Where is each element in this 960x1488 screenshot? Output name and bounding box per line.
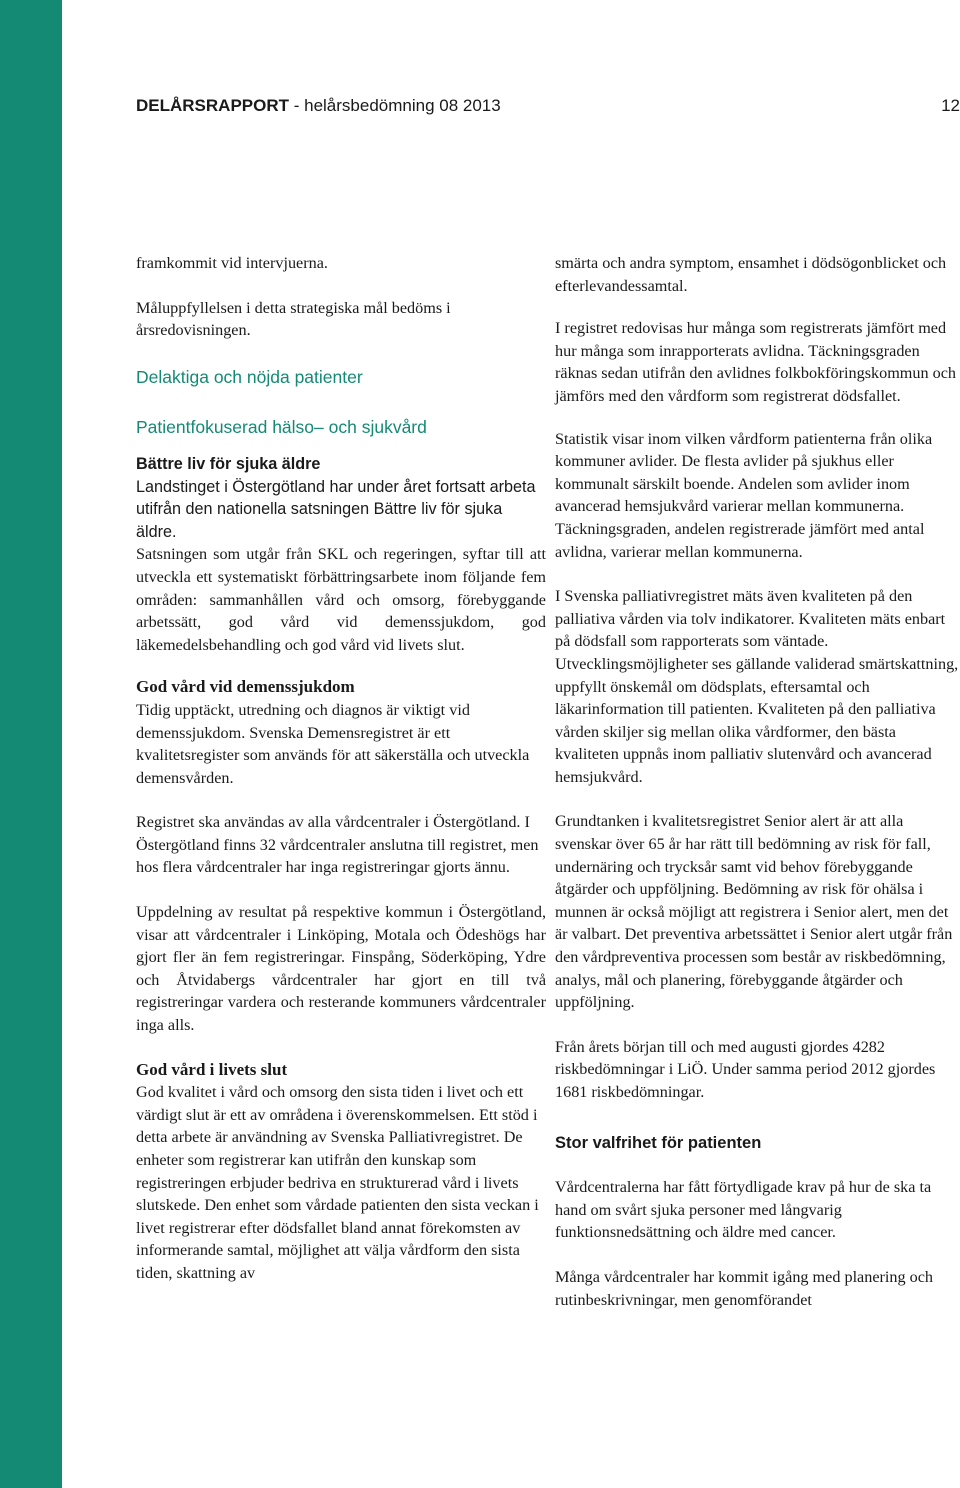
paragraph: Uppdelning av resultat på respektive kommun i Östergötland, visar att vårdcentraler i Linköping, Motala och Ödeshögs har gjort fler än fem registreringar. Finspång, Söderköping, Ydre och Åtvidabergs vårdcentraler har gjort en till två registreringar vardera och resterande kommuners vårdcentraler inga alls.: [136, 903, 546, 1035]
green-sidebar-bar: [0, 0, 62, 1488]
paragraph: I registret redovisas hur många som registrerats jämfört med hur många som inrapporterats avlidna. Täckningsgraden räknas sedan utifrån den avlidnes folkbokföringskommun och jämförs med den vårdform som registrerat dödsfallet.: [555, 319, 956, 405]
paragraph: Från årets början till och med augusti gjordes 4282 riskbedömningar i LiÖ. Under samma period 2012 gjordes 1681 riskbedömningar.: [555, 1037, 936, 1101]
heading-battre-liv: Bättre liv för sjuka äldre: [136, 454, 321, 473]
paragraph: I Svenska palliativregistret mäts även kvaliteten på den palliativa vården via tolv indikatorer. Kvaliteten mäts enbart på dödsfall som rapporterats som väntade. Utvecklingsmöjligheter ses gällande validerad smärtskattning, uppfyllt önskemål om dödsplats, eftersamtal och läkarinformation till patienten. Kvaliteten på den palliativa vården skiljer sig mellan olika vårdformer, den bästa kvaliteten uppnås inom palliativ slutenvård och avancerad hemsjukvård.: [555, 587, 959, 786]
right-column: [555, 252, 960, 1311]
paragraph: Många vårdcentraler har kommit igång med planering och rutinbeskrivningar, men genomförandet: [555, 1267, 934, 1309]
report-subtitle: - helårsbedömning 08 2013: [289, 96, 501, 115]
paragraph: Vårdcentralerna har fått förtydligade krav på hur de ska ta hand om svårt sjuka personer med långvarig funktionsnedsättning och äldre med cancer.: [555, 1178, 932, 1242]
heading-stor-valfrihet: Stor valfrihet för patienten: [555, 1133, 762, 1152]
paragraph: Måluppfyllelsen i detta strategiska mål bedöms i årsredovisningen.: [136, 298, 451, 340]
page-number: 12: [941, 96, 960, 115]
paragraph: Satsningen som utgår från SKL och regeringen, syftar till att utveckla ett systematiskt förbättringsarbete inom följande fem områden: sammanhållen vård och omsorg, förebyggande arbetssätt, god vård vid demenssjukdom, god läkemedelsbehandling och god vård vid livets slut.: [136, 545, 546, 654]
paragraph: Tidig upptäckt, utredning och diagnos är viktigt vid demenssjukdom. Svenska Demensregistret är ett kvalitetsregister som används för att säkerställa och utveckla demensvården.: [136, 700, 530, 787]
heading-livets-slut: God vård i livets slut: [136, 1059, 288, 1079]
paragraph: Landstinget i Östergötland har under året fortsatt arbeta utifrån den nationella satsningen Bättre liv för sjuka äldre.: [136, 477, 536, 541]
page-header: [136, 96, 960, 120]
left-column: [136, 252, 546, 1285]
paragraph: Statistik visar inom vilken vårdform patienterna från olika kommuner avlider. De flesta avlider på sjukhus eller kommunalt särskilt boende. Andelen som avlider inom avancerad hemsjukvård varierar mellan kommunerna. Täckningsgraden, andelen registrerade jämfört med antal avlidna, varierar mellan kommunerna.: [555, 429, 933, 561]
paragraph: Registret ska användas av alla vårdcentraler i Östergötland. I Östergötland finns 32 vårdcentraler anslutna till registret, men hos flera vårdcentraler har inga registreringar gjorts ännu.: [136, 813, 539, 877]
heading-demens: God vård vid demenssjukdom: [136, 677, 355, 697]
paragraph: smärta och andra symptom, ensamhet i dödsögonblicket och efterlevandessamtal.: [555, 254, 947, 295]
section-heading-delaktiga: Delaktiga och nöjda patienter: [136, 366, 363, 387]
paragraph: framkommit vid intervjuerna.: [136, 254, 328, 272]
paragraph: Grundtanken i kvalitetsregistret Senior alert är att alla svenskar över 65 år har rätt till bedömning av risk för fall, undernäring och trycksår samt vid behov förebyggande åtgärder och uppföljning. Bedömning av risk för ohälsa i munnen är också möjligt att registrera i Senior alert, men det är valbart. Det preventiva arbetssättet i Senior alert utgår från den vårdpreventiva processen som består av riskbedömning, analys, mål och planering, förebyggande åtgärder och uppföljning.: [555, 812, 953, 1012]
paragraph: God kvalitet i vård och omsorg den sista tiden i livet och ett värdigt slut är ett av områdena i överenskommelsen. Ett stöd i detta arbete är användning av Svenska Palliativregistret. De enheter som registrerar kan utifrån den kunskap som registreringen erbjuder bedriva en strukturerad vård i livets slutskede. Den enhet som vårdade patienten den sista veckan i livet registrerar efter dödsfallet bland annat förekomsten av informerande samtal, möjlighet att välja vårdform den sista tiden, skattning av: [136, 1083, 539, 1282]
subsection-heading-patientfokus: Patientfokuserad hälso– och sjukvård: [136, 417, 427, 438]
report-title: DELÅRSRAPPORT: [136, 96, 290, 115]
